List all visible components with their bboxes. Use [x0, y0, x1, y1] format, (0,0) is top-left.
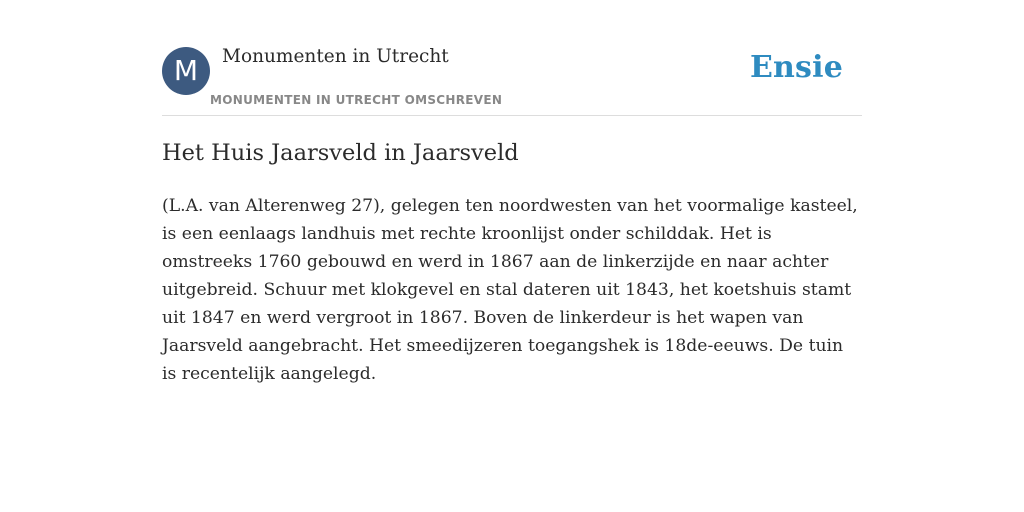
- brand-logo-link[interactable]: Ensie: [749, 50, 843, 85]
- page-container: [162, 0, 862, 512]
- header: [162, 0, 862, 116]
- site-subtitle: MONUMENTEN IN UTRECHT OMSCHREVEN: [210, 93, 503, 107]
- site-title-link[interactable]: Monumenten in Utrecht: [222, 46, 449, 67]
- avatar[interactable]: M: [162, 47, 210, 95]
- article-title: Het Huis Jaarsveld in Jaarsveld: [162, 140, 519, 166]
- article-body: (L.A. van Alterenweg 27), gelegen ten noordwesten van het voormalige kasteel, is een eenlaags landhuis met rechte kroonlijst onder schilddak. Het is omstreeks 1760 gebouwd en werd in 1867 aan de linkerzijde en naar achter uitgebreid. Schuur met klokgevel en stal dateren uit 1843, het koetshuis stamt uit 1847 en werd vergroot in 1867. Boven de linkerdeur is het wapen van Jaarsveld aangebracht. Het smeedijzeren toegangshek is 18de-eeuws. De tuin is recentelijk aangelegd.: [162, 196, 858, 384]
